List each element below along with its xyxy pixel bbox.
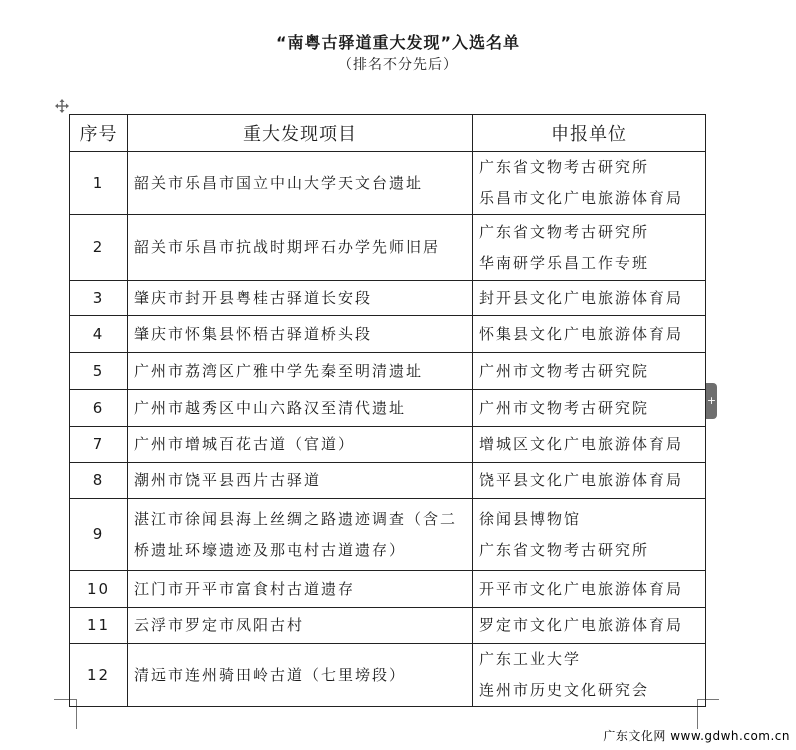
row-project: 湛江市徐闻县海上丝绸之路遗迹调查（含二桥遗址环壕遗迹及那屯村古道遗存） bbox=[128, 499, 473, 571]
table-row bbox=[70, 427, 706, 463]
unit-line: 连州市历史文化研究会 bbox=[479, 681, 650, 699]
row-unit bbox=[473, 215, 706, 281]
unit-line: 封开县文化广电旅游体育局 bbox=[479, 288, 684, 307]
header-project: 重大发现项目 bbox=[128, 115, 473, 152]
header-unit: 申报单位 bbox=[473, 115, 706, 152]
table-row bbox=[70, 571, 706, 608]
row-number: 6 bbox=[70, 390, 128, 427]
table-row bbox=[70, 463, 706, 499]
table-row bbox=[70, 644, 706, 707]
row-project: 江门市开平市富食村古道遗存 bbox=[128, 571, 473, 608]
row-unit bbox=[473, 316, 706, 353]
unit-line: 广东省文物考古研究所 bbox=[479, 540, 650, 559]
row-unit bbox=[473, 608, 706, 644]
unit-line: 广东省文物考古研究所 bbox=[479, 222, 650, 241]
row-unit bbox=[473, 390, 706, 427]
header-no: 序号 bbox=[70, 115, 128, 152]
table-row bbox=[70, 281, 706, 316]
row-number: 5 bbox=[70, 353, 128, 390]
row-number: 9 bbox=[70, 499, 128, 571]
document-subtitle: （排名不分先后） bbox=[338, 57, 458, 73]
row-project: 肇庆市怀集县怀梧古驿道桥头段 bbox=[128, 316, 473, 353]
table-row bbox=[70, 608, 706, 644]
move-handle-icon[interactable] bbox=[55, 98, 69, 112]
unit-line: 华南研学乐昌工作专班 bbox=[479, 253, 650, 272]
table-row bbox=[70, 390, 706, 427]
row-number: 2 bbox=[70, 215, 128, 281]
unit-line: 罗定市文化广电旅游体育局 bbox=[479, 616, 684, 634]
unit-line: 怀集县文化广电旅游体育局 bbox=[479, 324, 684, 343]
row-unit bbox=[473, 281, 706, 316]
row-number: 10 bbox=[70, 571, 128, 608]
table-row bbox=[70, 215, 706, 281]
table-row bbox=[70, 499, 706, 571]
row-number: 11 bbox=[70, 608, 128, 644]
row-unit bbox=[473, 152, 706, 215]
unit-line: 饶平县文化广电旅游体育局 bbox=[479, 471, 684, 489]
unit-line: 广州市文物考古研究院 bbox=[479, 361, 650, 380]
row-unit bbox=[473, 571, 706, 608]
row-number: 7 bbox=[70, 427, 128, 463]
row-number: 4 bbox=[70, 316, 128, 353]
row-project: 韶关市乐昌市抗战时期坪石办学先师旧居 bbox=[128, 215, 473, 281]
row-number: 12 bbox=[70, 644, 128, 707]
selection-table bbox=[69, 114, 706, 707]
table-header-row bbox=[70, 115, 706, 152]
row-project: 广州市荔湾区广雅中学先秦至明清遗址 bbox=[128, 353, 473, 390]
document-title: “南粤古驿道重大发现”入选名单 bbox=[275, 33, 521, 52]
unit-line: 开平市文化广电旅游体育局 bbox=[479, 579, 684, 598]
unit-line: 增城区文化广电旅游体育局 bbox=[479, 435, 684, 453]
unit-line: 广东工业大学 bbox=[479, 650, 582, 668]
row-unit bbox=[473, 427, 706, 463]
row-project: 广州市越秀区中山六路汉至清代遗址 bbox=[128, 390, 473, 427]
row-unit bbox=[473, 463, 706, 499]
unit-line: 乐昌市文化广电旅游体育局 bbox=[479, 189, 684, 207]
row-unit bbox=[473, 353, 706, 390]
row-project: 清远市连州骑田岭古道（七里塝段） bbox=[128, 644, 473, 707]
unit-line: 广州市文物考古研究院 bbox=[479, 398, 650, 417]
row-unit bbox=[473, 644, 706, 707]
row-number: 8 bbox=[70, 463, 128, 499]
row-project: 广州市增城百花古道（官道） bbox=[128, 427, 473, 463]
row-project: 潮州市饶平县西片古驿道 bbox=[128, 463, 473, 499]
plus-icon[interactable]: + bbox=[706, 383, 717, 419]
site-watermark: 广东文化网 www.gdwh.com.cn bbox=[603, 729, 790, 743]
table-row bbox=[70, 152, 706, 215]
row-number: 3 bbox=[70, 281, 128, 316]
row-unit bbox=[473, 499, 706, 571]
row-number: 1 bbox=[70, 152, 128, 215]
row-project: 云浮市罗定市凤阳古村 bbox=[128, 608, 473, 644]
unit-line: 徐闻县博物馆 bbox=[479, 509, 582, 528]
unit-line: 广东省文物考古研究所 bbox=[479, 158, 650, 176]
table-row bbox=[70, 316, 706, 353]
row-project: 肇庆市封开县粤桂古驿道长安段 bbox=[128, 281, 473, 316]
table-row bbox=[70, 353, 706, 390]
row-project: 韶关市乐昌市国立中山大学天文台遗址 bbox=[128, 152, 473, 215]
